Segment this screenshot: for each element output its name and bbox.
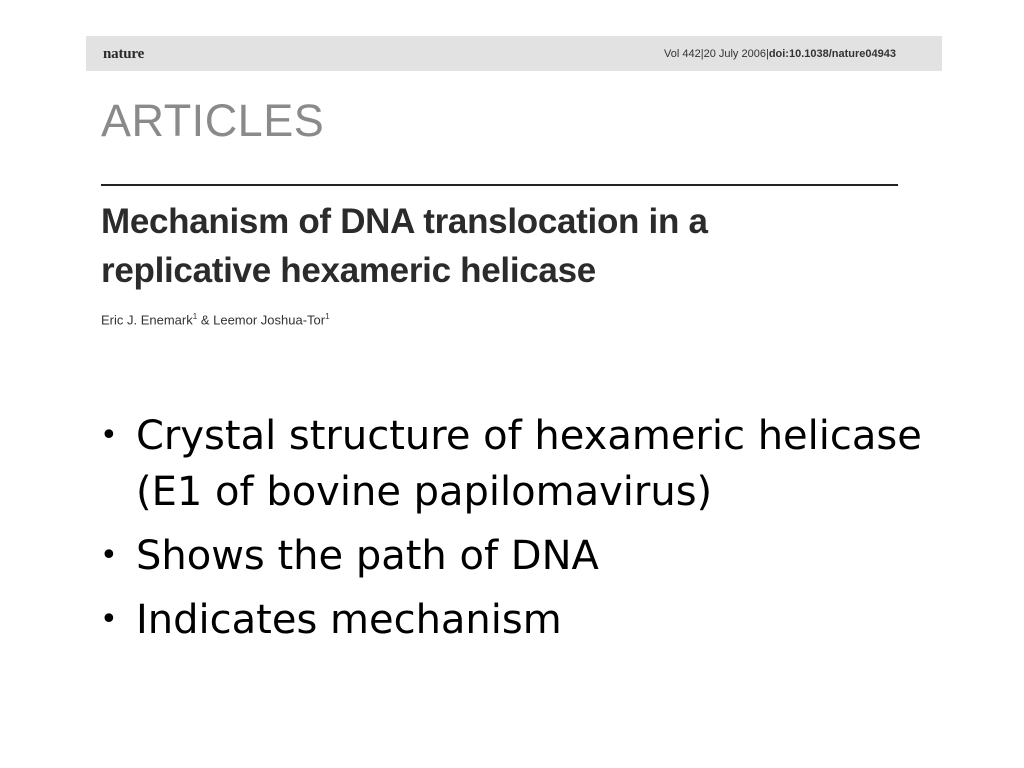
journal-name: nature <box>103 46 145 62</box>
journal-header-bar <box>86 36 942 71</box>
bullet-list <box>100 408 960 656</box>
bullet-text: Indicates mechanism <box>136 597 562 643</box>
article-title <box>101 197 901 295</box>
bullet-text: Crystal structure of hexameric helicase (E1 of bovine papilomavirus) <box>136 413 922 515</box>
bullet-dot-icon: • <box>100 538 118 573</box>
journal-citation <box>664 48 896 60</box>
bullet-dot-icon: • <box>100 602 118 637</box>
bullet-item <box>100 592 960 648</box>
citation-volume-date: Vol 442|20 July 2006| <box>664 48 769 60</box>
author-list <box>101 312 330 327</box>
author-affiliation: 1 <box>192 312 198 321</box>
article-title-line-1: Mechanism of DNA translocation in a <box>101 202 708 241</box>
citation-doi: doi:10.1038/nature04943 <box>768 48 896 60</box>
author-name: Leemor Joshua-Tor <box>213 312 326 328</box>
article-title-line-2: replicative hexameric helicase <box>101 251 596 290</box>
bullet-item <box>100 528 960 584</box>
title-divider <box>101 184 898 186</box>
author-separator: & <box>197 312 214 328</box>
author-affiliation: 1 <box>325 312 330 321</box>
bullet-item <box>100 408 960 520</box>
bullet-text: Shows the path of DNA <box>136 533 599 579</box>
bullet-dot-icon: • <box>100 418 118 453</box>
author-name: Eric J. Enemark <box>101 312 193 328</box>
section-label: ARTICLES <box>101 95 325 146</box>
